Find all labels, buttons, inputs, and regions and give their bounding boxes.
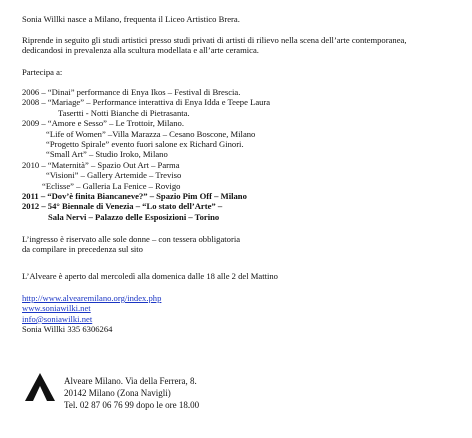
partecipa-label: Partecipa a: xyxy=(22,67,63,77)
intro-paragraph xyxy=(22,14,240,24)
bio-line-1: Riprende in seguito gli studi artistici presso studi privati di artisti di rilievo nella scena dell’arte contemporanea, xyxy=(22,35,407,45)
ingresso-line-1: L’ingresso è riservato alle sole donne – con tessera obbligatoria xyxy=(22,234,241,244)
event-2008-line-1: 2008 – “Mariage” – Performance interattiva di Enya Idda e Teepe Laura xyxy=(22,97,271,108)
address-line-2: 20142 Milano (Zona Navigli) xyxy=(64,387,171,398)
ingresso-paragraph xyxy=(22,234,240,255)
event-2010-line-1: 2010 – “Maternità” – Spazio Out Art – Parma xyxy=(22,159,180,170)
address-line-1: Alveare Milano. Via della Ferrera, 8. xyxy=(64,376,197,386)
intro-line: Sonia Willki nasce a Milano, frequenta il Liceo Artistico Brera. xyxy=(22,14,240,24)
alveare-hours: L’Alveare è aperto dal mercoledì alla domenica dalle 18 alle 2 del Mattino xyxy=(22,271,278,281)
event-2009-line-4: “Small Art” – Studio Iroko, Milano xyxy=(46,149,168,160)
email-link[interactable]: info@soniawilki.net xyxy=(22,313,93,324)
event-2012-line-1: 2012 – 54° Biennale di Venezia – “Lo stato dell’Arte” – xyxy=(22,201,223,212)
bio-paragraph xyxy=(22,35,406,56)
events-list xyxy=(22,87,270,222)
ingresso-line-2: da compilare in precedenza sul sito xyxy=(22,244,143,255)
event-2011: 2011 – “Dov’è finita Biancaneve?” – Spazio Pim Off – Milano xyxy=(22,191,247,202)
alveare-website-link[interactable]: http://www.alvearemilano.org/index.php xyxy=(22,293,162,303)
partecipa-heading xyxy=(22,67,62,77)
address-block xyxy=(64,376,199,411)
hours-paragraph xyxy=(22,271,278,281)
event-2006: 2006 – “Dinai” performance di Enya Ikos – Festival di Brescia. xyxy=(22,87,241,97)
event-2010-line-2: “Visioni” – Gallery Artemide – Treviso xyxy=(46,170,182,181)
alveare-a-logo-icon xyxy=(24,372,56,402)
address-line-3: Tel. 02 87 06 76 99 dopo le ore 18.00 xyxy=(64,399,200,410)
event-2010-line-3: “Eclisse” – Galleria La Fenice – Rovigo xyxy=(42,180,181,191)
event-2008-line-2: Tasertti - Notti Bianche di Pietrasanta. xyxy=(58,107,190,118)
phone-contact: Sonia Willki 335 6306264 xyxy=(22,324,113,335)
event-2009-line-3: “Progetto Spirale” evento fuori salone ex Richard Ginori. xyxy=(46,139,244,150)
event-2012-line-2: Sala Nervi – Palazzo delle Esposizioni – Torino xyxy=(48,211,220,222)
event-2009-line-1: 2009 – “Amore e Sesso” – Le Trottoir, Milano. xyxy=(22,118,184,129)
contacts-block xyxy=(22,293,161,335)
event-2009-line-2: “Life of Women” –Villa Marazza – Cesano Boscone, Milano xyxy=(46,128,256,139)
sonia-website-link[interactable]: www.soniawilki.net xyxy=(22,303,91,314)
alveare-logo-svg xyxy=(24,372,56,402)
bio-line-2: dedicandosi in prevalenza alla scultura modellata e all’arte ceramica. xyxy=(22,45,259,56)
